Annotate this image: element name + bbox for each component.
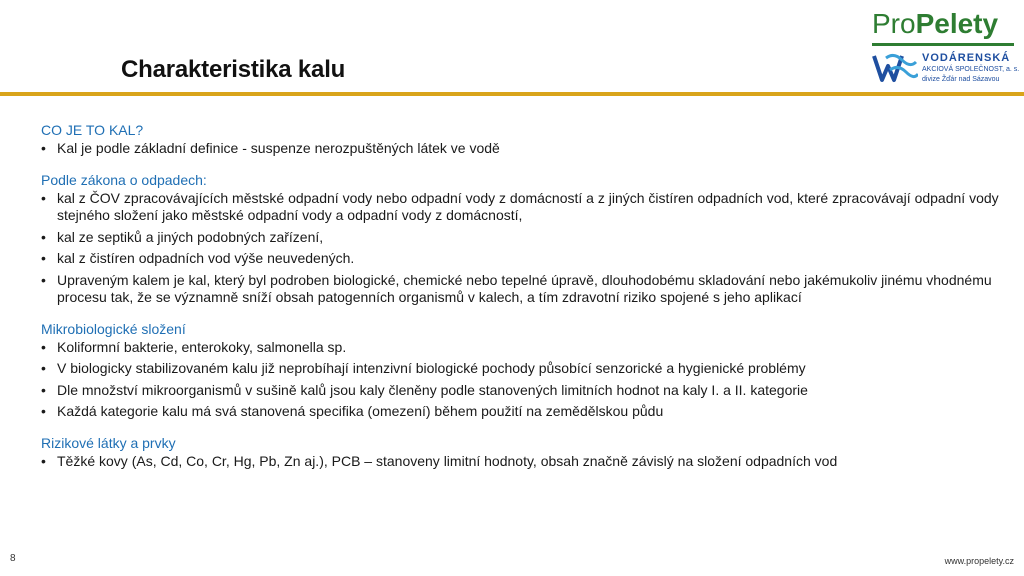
- logo-company-name: VODÁRENSKÁ: [922, 52, 1011, 64]
- bullet-list: [41, 140, 1001, 157]
- content-section: [41, 433, 1001, 470]
- section-heading: Podle zákona o odpadech:: [41, 172, 207, 188]
- bullet-item: • kal ze septiků a jiných podobných zařízení,: [41, 229, 1001, 246]
- bullet-item: • kal z čistíren odpadních vod výše neuvedených.: [41, 250, 1001, 267]
- bullet-list: [41, 190, 1001, 306]
- section-heading: Mikrobiologické složení: [41, 320, 186, 337]
- bullet-item: • kal z ČOV zpracovávajících městské odpadní vody nebo odpadní vody z domácností a z jiných čistíren odpadních vod, které zpracovávají odpadní vody stejného složení jako městské odpadní vody a odpadní vody z domácností,: [41, 190, 1001, 224]
- content-section: [41, 120, 1001, 157]
- company-logo: [866, 8, 1020, 88]
- slide-title: Charakteristika kalu: [121, 56, 346, 83]
- slide-content: [41, 120, 1001, 475]
- bullet-item: • Dle množství mikroorganismů v sušině kalů jsou kaly členěny podle stanovených limitních hodnot na kaly I. a II. kategorie: [41, 382, 1001, 399]
- content-section: [41, 170, 1001, 306]
- bullet-list: [41, 339, 1001, 421]
- bullet-item: • V biologicky stabilizovaném kalu již neprobíhají intenzivní biologické pochody působící senzorické a hygienické problémy: [41, 360, 1001, 377]
- content-section: [41, 319, 1001, 421]
- bullet-item: • Kal je podle základní definice - suspenze nerozpuštěných látek ve vodě: [41, 140, 1001, 157]
- propelety-logo: [872, 8, 998, 40]
- bullet-item: • Těžké kovy (As, Cd, Co, Cr, Hg, Pb, Zn aj.), PCB – stanoveny limitní hodnoty, obsah značně závislý na složení odpadních vod: [41, 453, 1001, 470]
- logo-company-type: AKCIOVÁ SPOLEČNOST, a. s.: [922, 66, 1020, 73]
- logo-underline: [872, 43, 1014, 46]
- footer-url: www.propelety.cz: [944, 556, 1014, 566]
- logo-pro-text: Pro: [872, 8, 916, 39]
- bullet-list: [41, 453, 1001, 470]
- section-heading: Rizikové látky a prvky: [41, 435, 176, 451]
- vodarenska-wave-icon: [872, 52, 918, 86]
- section-heading: CO JE TO KAL?: [41, 122, 144, 138]
- title-divider: [0, 92, 1024, 96]
- logo-division: divize Žďár nad Sázavou: [922, 76, 1000, 83]
- logo-pelety-text: Pelety: [915, 8, 999, 39]
- bullet-item: • Každá kategorie kalu má svá stanovená specifika (omezení) během použití na zemědělskou půdu: [41, 403, 1001, 420]
- page-number: 8: [10, 553, 16, 564]
- bullet-item: • Upraveným kalem je kal, který byl podroben biologické, chemické nebo tepelné úpravě, dlouhodobému skladování nebo jakémukoliv jinému vhodnému procesu tak, že se významně sníží obsah patogenních organismů v kalech, a tím zdravotní riziko spojené s jeho aplikací: [41, 272, 1001, 306]
- bullet-item: • Koliformní bakterie, enterokoky, salmonella sp.: [41, 339, 1001, 356]
